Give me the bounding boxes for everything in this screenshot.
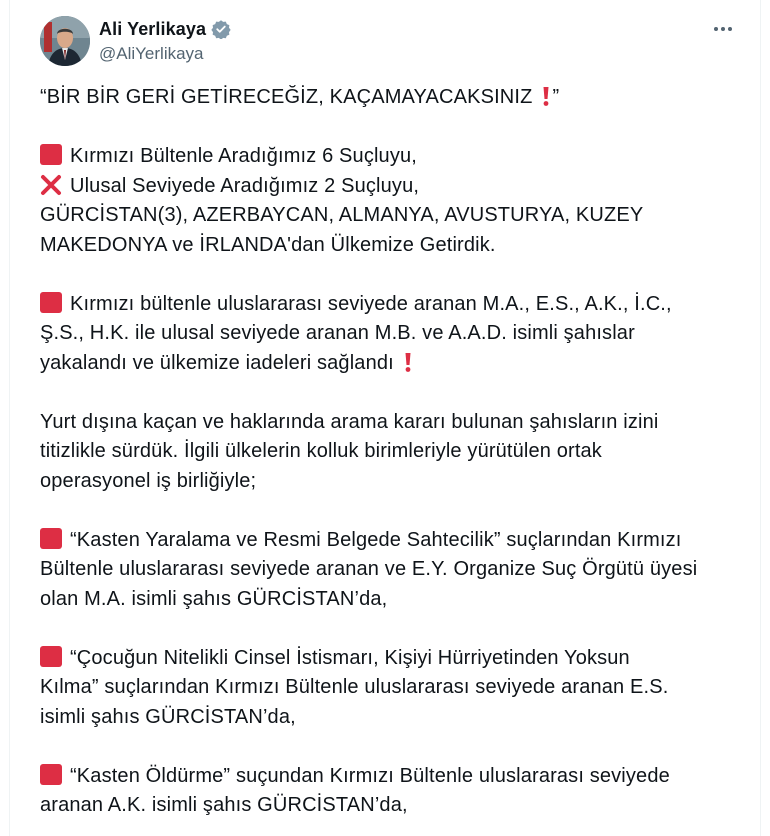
tweet-text <box>40 83 730 821</box>
cross-mark-icon <box>40 174 62 196</box>
p5-line1-text: “Çocuğun Nitelikli Cinsel İstismarı, Kişiyi Hürriyetinden Yoksun <box>70 646 630 669</box>
p1-line3: GÜRCİSTAN(3), AZERBAYCAN, ALMANYA, AVUSTURYA, KUZEY <box>40 204 644 226</box>
headline-text: “BİR BİR GERİ GETİRECEĞİZ, KAÇAMAYACAKSINIZ <box>40 86 533 108</box>
headline-end: ” <box>552 86 560 108</box>
avatar[interactable] <box>40 16 90 66</box>
red-square-icon <box>40 528 62 549</box>
author-info <box>99 17 231 64</box>
more-horizontal-icon <box>713 26 733 32</box>
p3-line1: Yurt dışına kaçan ve haklarında arama kararı bulunan şahısların izini <box>40 410 659 433</box>
p4-line3: olan M.A. isimli şahıs GÜRCİSTAN’da, <box>40 587 388 610</box>
p1-line1-text: Kırmızı Bültenle Aradığımız 6 Suçluyu, <box>70 145 417 167</box>
p1-line4: MAKEDONYA ve İRLANDA'dan Ülkemize Getirdik. <box>40 233 496 256</box>
red-square-icon <box>40 764 62 785</box>
tweet-header <box>40 16 740 68</box>
p1-line1 <box>40 142 730 172</box>
p1-line2-text: Ulusal Seviyede Aradığımız 2 Suçluyu, <box>70 174 420 197</box>
red-exclamation-icon <box>540 85 552 107</box>
p1-line2 <box>40 172 730 202</box>
p6-line2: aranan A.K. isimli şahıs GÜRCİSTAN’da, <box>40 794 408 816</box>
profile-photo <box>40 16 90 66</box>
p2-line1 <box>40 290 730 320</box>
display-name[interactable]: Ali Yerlikaya <box>99 18 207 39</box>
p2-line2: Ş.S., H.K. ile ulusal seviyede aranan M.B. ve A.A.D. isimli şahıslar <box>40 322 635 344</box>
p6-line1 <box>40 762 730 792</box>
headline <box>40 83 730 113</box>
red-square-icon <box>40 144 62 165</box>
p4-line1 <box>40 526 730 556</box>
p5-line2: Kılma” suçlarından Kırmızı Bültenle uluslararası seviyede aranan E.S. <box>40 676 669 698</box>
p2-line3-text: yakalandı ve ülkemize iadeleri sağlandı <box>40 351 394 374</box>
p4-line1-text: “Kasten Yaralama ve Resmi Belgede Sahtecilik” suçlarından Kırmızı <box>70 528 682 551</box>
p5-line3: isimli şahıs GÜRCİSTAN’da, <box>40 705 296 728</box>
tweet-card <box>9 0 761 836</box>
p5-line1 <box>40 644 730 674</box>
p3-line3: operasyonel iş birliğiyle; <box>40 469 257 492</box>
p3-line2: titizlikle sürdük. İlgili ülkelerin kolluk birimleriyle yürütülen ortak <box>40 440 602 462</box>
p2-line3 <box>40 349 730 379</box>
p4-line2: Bültenle uluslararası seviyede aranan ve E.Y. Organize Suç Örgütü üyesi <box>40 558 698 580</box>
name-row <box>99 17 231 41</box>
more-options-button[interactable] <box>710 18 736 40</box>
red-exclamation-icon <box>402 351 414 373</box>
red-square-icon <box>40 646 62 667</box>
verified-badge-icon <box>211 19 231 39</box>
p2-line1-text: Kırmızı bültenle uluslararası seviyede aranan M.A., E.S., A.K., İ.C., <box>70 292 672 315</box>
red-square-icon <box>40 292 62 313</box>
author-handle[interactable]: @AliYerlikaya <box>99 44 204 63</box>
p6-line1-text: “Kasten Öldürme” suçundan Kırmızı Bültenle uluslararası seviyede <box>70 764 670 787</box>
